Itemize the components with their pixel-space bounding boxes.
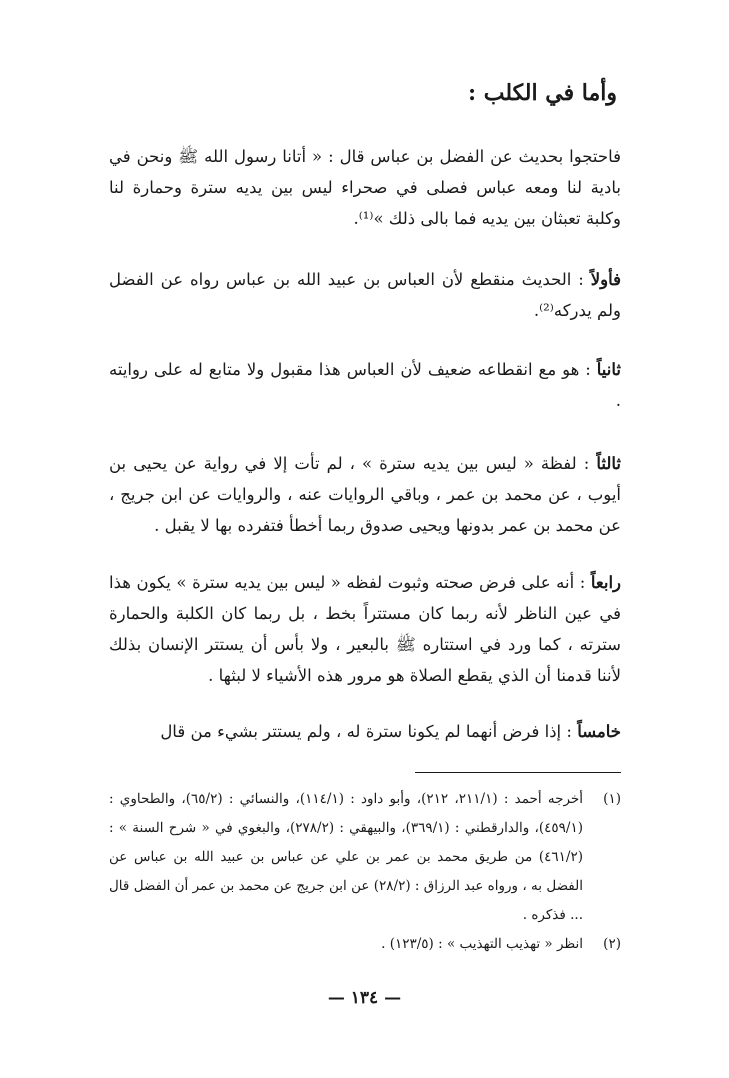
section-heading: وأما في الكلب : (467, 80, 617, 106)
page-number: — ١٣٤ — (327, 988, 402, 1008)
footnote-number: (١) (603, 791, 621, 807)
footnote-text: انظر « تهذيب التهذيب » : (١٢٣/٥) . (381, 936, 583, 952)
paragraph-label: خامساً (577, 722, 621, 741)
paragraph-text: فاحتجوا بحديث عن الفضل بن عباس قال : « أتانا رسول الله ﷺ ونحن في بادية لنا ومعه عباس فصلى في صحراء ليس بين يديه سترة وحمارة لنا وكلبة تعبثان بين يديه فما بالى ذلك »⁽¹⁾. (109, 147, 621, 228)
footnote-number: (٢) (603, 936, 621, 952)
paragraph-third (109, 448, 621, 541)
paragraph-text: : هو مع انقطاعه ضعيف لأن العباس هذا مقبول ولا متابع له على روايته . (109, 360, 621, 410)
paragraph-text: : الحديث منقطع لأن العباس بن عبيد الله بن عباس رواه عن الفضل ولم يدركه⁽²⁾. (109, 270, 621, 320)
footnote-item (109, 930, 621, 959)
paragraph-label: ثانياً (596, 360, 621, 379)
footnotes (109, 785, 621, 959)
paragraph-text: : إذا فرض أنهما لم يكونا سترة له ، ولم يستتر بشيء من قال (160, 722, 578, 741)
paragraph-text: : لفظة « ليس بين يديه سترة » ، لم تأت إلا في رواية عن يحيى بن أيوب ، عن محمد بن عمر ، وباقي الروايات عنه ، والروايات عن ابن جريج ، عن محمد بن عمر بدونها ويحيى صدوق ربما أخطأ فتفرده بها لا يقبل . (109, 454, 621, 535)
paragraph-label: ثالثاً (596, 454, 621, 473)
footnote-divider (415, 772, 621, 773)
paragraph-first (109, 264, 621, 326)
paragraph-label: رابعاً (590, 573, 621, 592)
paragraph-fourth (109, 567, 621, 691)
paragraph-text: : أنه على فرض صحته وثبوت لفظه « ليس بين يديه سترة » يكون هذا في عين الناظر لأنه ربما كان مستتراً بخط ، بل ربما كان الكلبة والحمارة سترته ، كما ورد في استتاره ﷺ بالبعير ، ولا بأس أن يستتر الإنسان بذلك لأننا قدمنا أن الذي يقطع الصلاة هو مرور هذه الأشياء لا لبثها . (109, 573, 621, 685)
paragraph-second (109, 354, 621, 416)
footnote-text: أخرجه أحمد : (٢١١/١، ٢١٢)، وأبو داود : (١١٤/١)، والنسائي : (٦٥/٢)، والطحاوي : (٤٥٩/١)، والدارقطني : (٣٦٩/١)، والبيهقي : (٢٧٨/٢)، والبغوي في « شرح السنة » : (٤٦١/٢) من طريق محمد بن عمر بن علي عن عباس بن عبيد الله بن عباس عن الفضل به ، ورواه عبد الرزاق : (٢٨/٢) عن ابن جريج عن محمد بن عمر أن الفضل قال ... فذكره . (109, 791, 584, 923)
footnote-item (109, 785, 621, 930)
paragraph-fifth (109, 716, 621, 747)
paragraph-label: فأولاً (590, 270, 621, 289)
paragraph-hadith (109, 141, 621, 234)
